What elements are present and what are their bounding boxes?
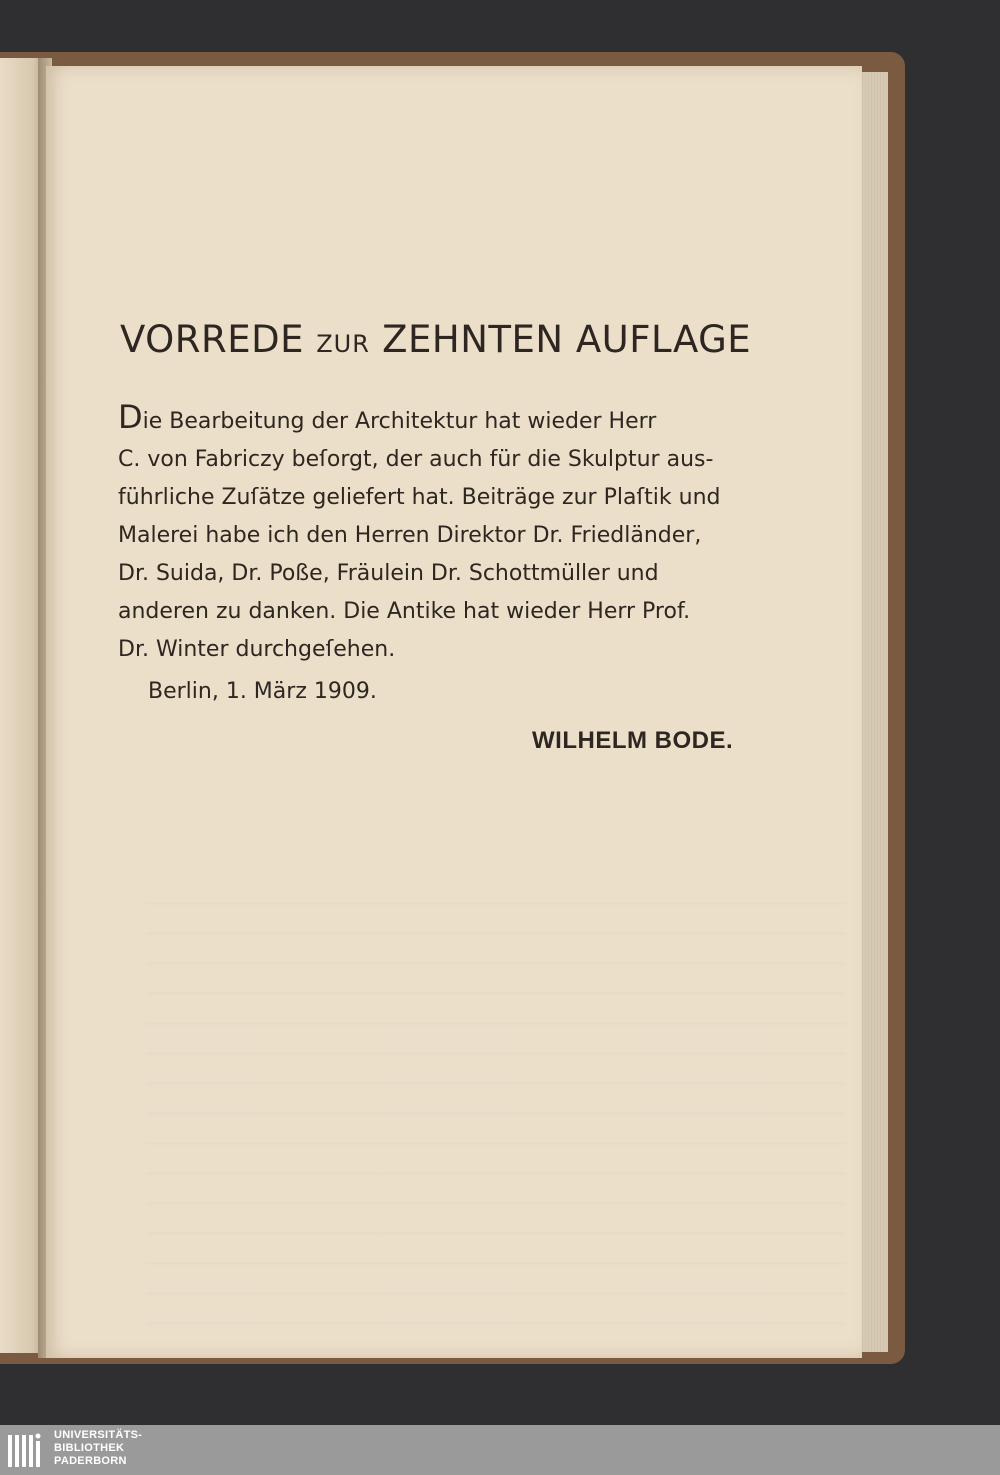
heading-word-zehnten-auflage: ZEHNTEN AUFLAGE — [382, 318, 752, 361]
heading-word-zur: ZUR — [316, 330, 370, 358]
paragraph-line — [118, 398, 794, 441]
signature: WILHELM BODE. — [532, 727, 734, 754]
show-through-texture — [146, 876, 846, 1326]
paragraph-line: Malerei habe ich den Herren Direktor Dr. Friedländer, — [118, 523, 702, 548]
preface-paragraph — [118, 398, 794, 669]
logo-line: UNIVERSITÄTS- — [54, 1429, 143, 1441]
paragraph-line: C. von Fabriczy beſorgt, der auch für die Skulptur aus- — [118, 447, 714, 472]
date-line: Berlin, 1. März 1909. — [148, 679, 377, 704]
library-logo-text — [54, 1429, 142, 1468]
paragraph-line: Dr. Suida, Dr. Poße, Fräulein Dr. Schottmüller und — [118, 561, 659, 586]
logo-line: BIBLIOTHEK — [54, 1442, 125, 1454]
page-heading — [120, 318, 800, 361]
paragraph-line: Dr. Winter durchgeſehen. — [118, 637, 396, 662]
heading-word-vorrede: VORREDE — [120, 318, 304, 361]
library-logo-icon — [6, 1431, 46, 1471]
paragraph-line: führliche Zuſätze geliefert hat. Beiträge zur Plaſtik und — [118, 485, 721, 510]
page-edges — [858, 72, 888, 1352]
library-footer — [0, 1425, 1000, 1475]
drop-cap: D — [118, 398, 143, 436]
logo-line: PADERBORN — [54, 1455, 127, 1467]
book-page — [46, 66, 862, 1358]
paragraph-line: anderen zu danken. Die Antike hat wieder Herr Prof. — [118, 599, 691, 624]
paragraph-line-text: ie Bearbeitung der Architektur hat wieder Herr — [142, 409, 657, 434]
